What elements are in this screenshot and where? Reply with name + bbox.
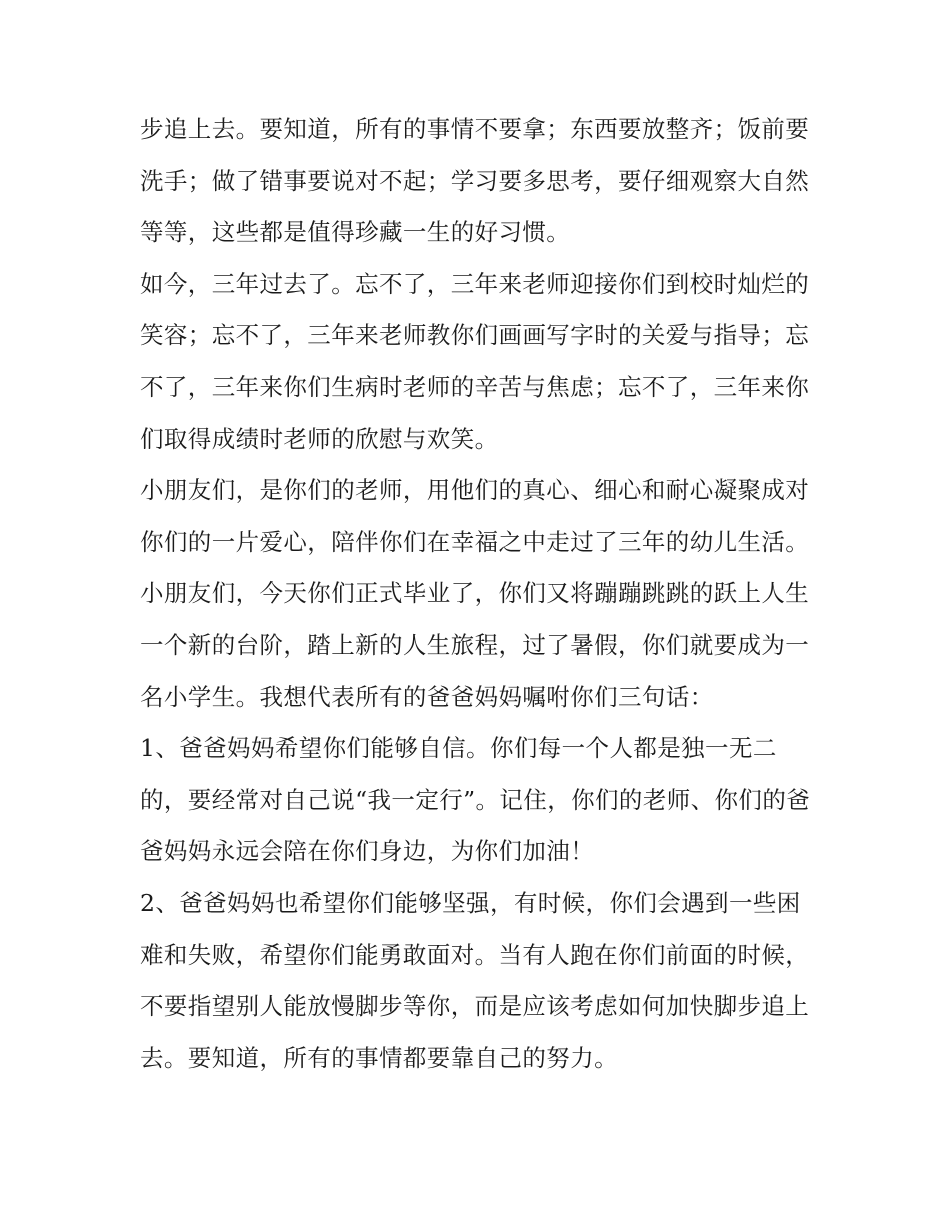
paragraph-3: 小朋友们，是你们的老师，用他们的真心、细心和耐心凝聚成对你们的一片爱心，陪伴你们在幸福之中走过了三年的幼儿生活。: [140, 476, 810, 556]
document-body: [140, 104, 812, 1084]
paragraph-4: 小朋友们，今天你们正式毕业了，你们又将蹦蹦跳跳的跃上人生一个新的台阶，踏上新的人生旅程，过了暑假，你们就要成为一名小学生。我想代表所有的爸爸妈妈嘱咐你们三句话：: [140, 579, 810, 711]
paragraph-6-list-item-2: 2、爸爸妈妈也希望你们能够坚强，有时候，你们会遇到一些困难和失败，希望你们能勇敢面对。当有人跑在你们前面的时候，不要指望别人能放慢脚步等你，而是应该考虑如何加快脚步追上去。要知道，所有的事情都要靠自己的努力。: [140, 888, 810, 1072]
paragraph-1: 步追上去。要知道，所有的事情不要拿；东西要放整齐；饭前要洗手；做了错事要说对不起；学习要多思考，要仔细观察大自然等等，这些都是值得珍藏一生的好习惯。: [140, 115, 810, 247]
paragraph-2: 如今，三年过去了。忘不了，三年来老师迎接你们到校时灿烂的笑容；忘不了，三年来老师教你们画画写字时的关爱与指导；忘不了，三年来你们生病时老师的辛苦与焦虑；忘不了，三年来你们取得成绩时老师的欣慰与欢笑。: [140, 269, 810, 453]
paragraph-5-list-item-1: 1、爸爸妈妈希望你们能够自信。你们每一个人都是独一无二的，要经常对自己说“我一定行”。记住，你们的老师、你们的爸爸妈妈永远会陪在你们身边，为你们加油！: [140, 734, 811, 866]
